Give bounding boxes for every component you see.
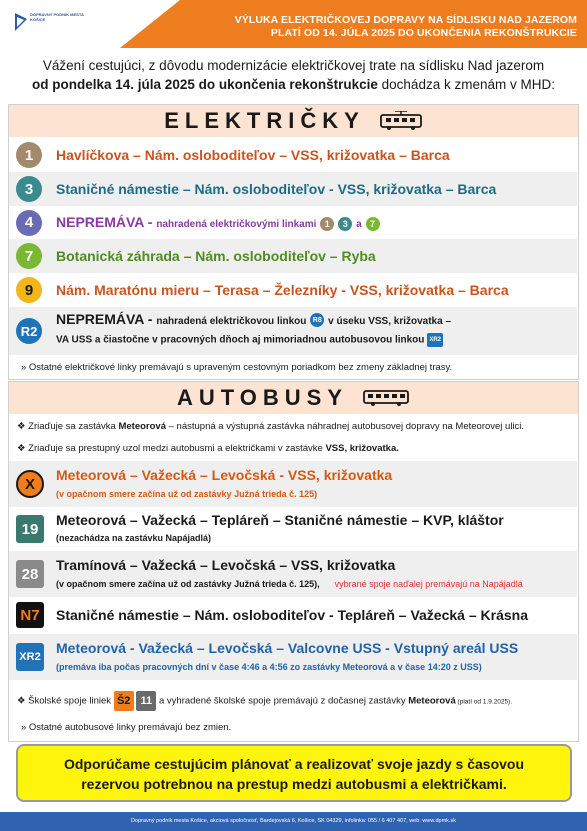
school-small: (platí od 1.9.2025). [455, 698, 513, 706]
bus-bullet-1-text: ❖ Zriaďuje sa zastávka Meteorová – nástupná a výstupná zastávka náhradnej autobusovej dopravy na Meteorovej ulici. [17, 420, 525, 432]
bus-sub-28-b: vybrané spoje naďalej premávajú na Napájadlá [334, 579, 523, 589]
bus-sub-28 [56, 579, 523, 589]
line-badge-r2: R2 [16, 318, 42, 344]
tram-r2-replacement: nahradená električkovou linkou [156, 316, 307, 327]
line-badge-7: 7 [16, 243, 42, 269]
bus-row-n7 [9, 597, 577, 634]
bus-bullet-2 [9, 437, 577, 459]
bus-route-19: Meteorová – Važecká – Tepláreň – Staničné námestie – KVP, kláštor [56, 512, 504, 528]
bus-bullet-1-pre: Zriaďuje sa zastávka [28, 420, 119, 432]
tram-route-9: Nám. Maratónu mieru – Terasa – Železníky - VSS, križovatka – Barca [56, 282, 509, 298]
bus-row-19 [9, 507, 577, 551]
line-badge-x: X [16, 470, 44, 498]
school-pre: Školské spoje liniek [28, 695, 112, 707]
mini-badge-1: 1 [320, 217, 334, 231]
tram-icon [379, 111, 423, 131]
intro-line2-rest: dochádza k zmenám v MHD: [377, 77, 555, 92]
bus-sub-xr2: (premáva iba počas pracovných dní v čase 4:46 a 4:56 zo zastávky Meteorová a v čase 14:20 z USS) [56, 662, 482, 672]
school-text: ❖ Školské spoje liniek Š2 11 a vyhradené školské spoje premávajú z dočasnej zastávky Meteorová (platí od 1.9.2025). [17, 691, 512, 711]
tram-heading-text: ELEKTRIČKY [164, 108, 365, 133]
header-title-line1: VÝLUKA ELEKTRIČKOVEJ DOPRAVY NA SÍDLISKU NAD JAZEROM [234, 14, 577, 26]
mini-badge-r8: R8 [310, 313, 324, 327]
tram-section [8, 104, 579, 380]
bus-bullet-2-text: ❖ Zriaďuje sa prestupný uzol medzi autobusmi a električkami v zastávke VSS, križovatka. [17, 442, 399, 454]
bus-sub-19: (nezachádza na zastávku Napájadlá) [56, 533, 212, 543]
bus-bullet-1-rest: – nástupná a výstupná zastávka náhradnej autobusovej dopravy na Meteorovej ulici. [166, 420, 525, 432]
bus-route-x: Meteorová – Važecká – Levočská - VSS, križovatka [56, 467, 393, 483]
bus-bullet-2-bold: VSS, križovatka. [325, 442, 399, 454]
line-badge-9: 9 [16, 277, 42, 303]
line-badge-4: 4 [16, 210, 42, 236]
bus-bullet-2-pre: Zriaďuje sa prestupný uzol medzi autobusmi a električkami v zastávke [28, 442, 326, 454]
line-badge-1: 1 [16, 142, 42, 168]
bus-section-heading [9, 382, 578, 414]
bus-route-xr2: Meteorová - Važecká – Levočská – Valcovne USS - Vstupný areál USS [56, 640, 519, 656]
tram-section-heading [9, 105, 578, 137]
tram-row-r2 [9, 307, 577, 355]
bus-bullet-1 [9, 415, 577, 437]
bus-route-28: Tramínová – Važecká – Levočská – VSS, križovatka [56, 557, 396, 573]
bus-note-row [9, 716, 577, 738]
header-title [235, 14, 577, 40]
tram-route-r2 [56, 311, 451, 327]
tram-r2-status: NEPREMÁVA - [56, 311, 157, 327]
tram-row-1 [9, 138, 577, 172]
tram-4-and: a [356, 219, 362, 231]
tram-route-3: Staničné námestie – Nám. osloboditeľov - VSS, križovatka – Barca [56, 181, 497, 197]
recommendation-box [16, 744, 572, 802]
tram-row-9 [9, 273, 577, 307]
line-badge-xr2: XR2 [16, 643, 44, 671]
bus-row-28 [9, 551, 577, 597]
footer-bar: Dopravný podnik mesta Košice, akciová spoločnosť, Bardejovská 6, Košice, SK 04329, infolinka: 055 / 6 407 407, web: www.dpmk.sk [0, 812, 587, 831]
bus-bullet-1-bold: Meteorová [118, 420, 166, 432]
tram-row-3 [9, 172, 577, 206]
line-badge-28: 28 [16, 560, 44, 588]
tram-route-7: Botanická záhrada – Nám. osloboditeľov – Ryba [56, 248, 376, 264]
bus-section [8, 381, 579, 742]
bus-note: » Ostatné autobusové linky premávajú bez zmien. [21, 721, 232, 733]
tram-note-row [9, 356, 577, 378]
bus-sub-x: (v opačnom smere začína už od zastávky Južná trieda č. 125) [56, 489, 318, 499]
line-badge-s2: Š2 [114, 691, 134, 711]
school-rest: a vyhradené školské spoje premávajú z dočasnej zastávky [158, 695, 409, 707]
bus-sub-28-a: (v opačnom smere začína už od zastávky Južná trieda č. 125), [56, 579, 320, 589]
school-bold: Meteorová [408, 695, 456, 707]
tram-route-4 [56, 214, 380, 230]
line-badge-19: 19 [16, 515, 44, 543]
bus-route-n7: Staničné námestie – Nám. osloboditeľov - Tepláreň – Važecká – Krásna [56, 607, 528, 623]
bus-row-xr2 [9, 634, 577, 680]
recommend-line1: Odporúčame cestujúcim plánovať a realizovať svoje jazdy s časovou [63, 756, 525, 772]
mini-badge-xr2: XR2 [427, 333, 443, 347]
school-row [9, 682, 577, 714]
dpmk-logo-icon [13, 11, 29, 33]
tram-note: » Ostatné električkové linky premávajú s upraveným cestovným poriadkom bez zmeny základnej trasy. [21, 361, 453, 373]
line-badge-n7: N7 [16, 602, 44, 628]
mini-badge-7: 7 [366, 217, 380, 231]
line-badge-3: 3 [16, 176, 42, 202]
recommend-line2: rezervou potrebnou na prestup medzi autobusmi a električkami. [81, 776, 507, 792]
bus-icon [362, 389, 410, 407]
intro-line1: Vážení cestujúci, z dôvodu modernizácie električkovej trate na sídlisku Nad jazerom [42, 58, 545, 73]
tram-route-1: Havlíčkova – Nám. osloboditeľov – VSS, križovatka – Barca [56, 147, 450, 163]
header-title-line2: PLATÍ OD 14. JÚLA 2025 DO UKONČENIA REKONŠTRUKCIE [270, 27, 577, 39]
intro-date: od pondelka 14. júla 2025 do ukončenia rekonštrukcie [32, 77, 378, 92]
tram-4-status: NEPREMÁVA - [56, 214, 157, 231]
mini-badge-3: 3 [338, 217, 352, 231]
tram-row-4 [9, 206, 577, 239]
tram-r2-line2 [56, 333, 443, 347]
tram-row-7 [9, 239, 577, 273]
tram-r2-section: v úseku VSS, križovatka – [328, 316, 452, 327]
bus-row-x [9, 461, 577, 507]
logo-text: DOPRAVNÝ PODNIK MESTA KOŠICE [30, 12, 84, 22]
tram-4-replacement: nahradená električkovými linkami [156, 219, 317, 231]
tram-r2-line2-text: VA USS a čiastočne v pracovných dňoch aj mimoriadnou autobusovou linkou [56, 334, 425, 346]
header-banner [0, 0, 587, 48]
bus-heading-text: AUTOBUSY [176, 385, 349, 410]
intro-line2 [0, 75, 587, 94]
line-badge-11: 11 [136, 691, 156, 711]
intro-text [0, 56, 587, 94]
